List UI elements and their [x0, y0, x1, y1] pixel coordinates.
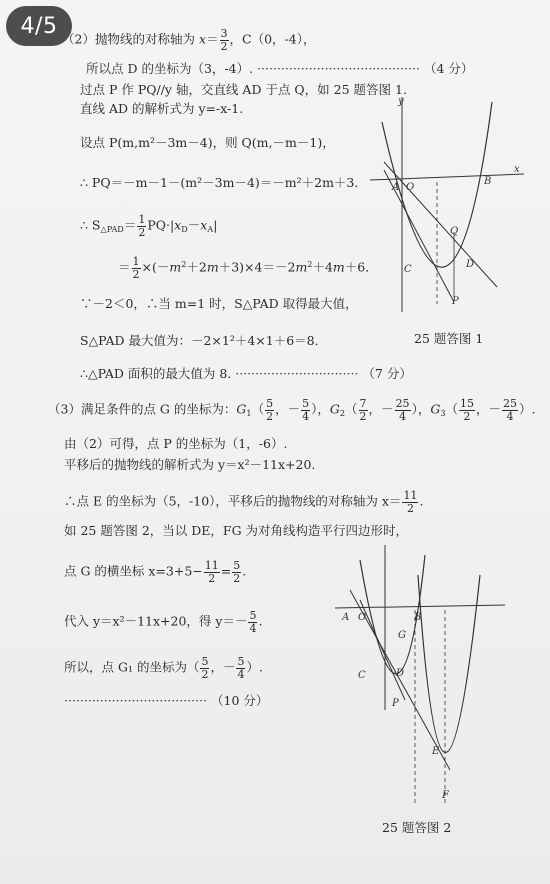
fraction	[402, 490, 418, 514]
fraction-den: 2	[233, 571, 241, 585]
fraction	[502, 398, 518, 422]
figure1-caption: 25 题答图 1	[414, 331, 484, 346]
leader-dots: ·········································	[257, 61, 420, 76]
fraction	[232, 560, 241, 584]
part2-line5: 设点 P(m,m²－3m－4)，则 Q(m,－m－1)，	[80, 135, 335, 150]
text: 代入 y＝x²－11x+20，得 y＝－	[64, 613, 248, 629]
fraction-den: 2	[463, 409, 471, 423]
text: ）.	[246, 659, 263, 675]
fraction-den: 2	[406, 501, 414, 515]
part3-line7: 代入 y＝x²－11x+20，得 y＝－ $\frac{5}{4}$ .	[64, 609, 263, 635]
label-g: G	[398, 630, 406, 641]
label-d: D	[396, 668, 405, 679]
text: ∴点 E 的坐标为（5，-10），平移后的抛物线的对称轴为 x＝	[64, 493, 402, 509]
label-y: y	[398, 96, 404, 107]
fraction	[132, 256, 141, 280]
fraction	[265, 398, 274, 422]
fraction	[459, 398, 475, 422]
part2-area-formula: ∴ $S_{\triangle PAD}=$ $\frac{1}{2}$ $PQ\cdot|x_D-x_A|$	[80, 213, 218, 239]
fraction	[359, 398, 368, 422]
fraction-num: 1	[138, 213, 146, 226]
label-a: A	[392, 182, 400, 193]
fraction-den: 2	[132, 267, 140, 281]
text: （3）满足条件的点 G 的坐标为：	[48, 401, 237, 417]
fraction-num: 1	[132, 255, 140, 268]
part2-line9: ∵－2＜0，∴当 m=1 时，S△PAD 取得最大值，	[80, 296, 358, 311]
page-counter-badge[interactable]: 4/5	[6, 6, 72, 46]
text: =	[220, 563, 232, 579]
part2-line10: S△PAD 最大值为：－2×1²＋4×1＋6＝8．	[80, 333, 328, 348]
part3-score-line	[64, 694, 268, 708]
text: ∴△PAD 面积的最大值为 8.	[80, 366, 232, 381]
text: ，C（0，-4），	[229, 31, 316, 47]
label-x: x	[514, 164, 520, 175]
fraction-den: 4	[506, 409, 514, 423]
x-axis	[370, 174, 524, 180]
text: 所以，点 G₁ 的坐标为（	[64, 659, 200, 675]
text: 点 G 的横坐标 x=3+5−	[64, 563, 203, 579]
fraction	[137, 214, 146, 238]
fraction-num: 5	[266, 397, 274, 410]
text: （2）抛物线的对称轴为	[62, 31, 199, 47]
fraction-num: 11	[403, 489, 418, 502]
part2-line11	[80, 367, 412, 381]
fraction-num: 5	[233, 559, 241, 572]
fraction-den: 4	[249, 621, 257, 635]
score-label: （7 分）	[362, 366, 412, 381]
part2-line4: 直线 AD 的解析式为 y=-x-1.	[80, 101, 244, 116]
figure2-caption: 25 题答图 2	[382, 820, 452, 835]
fraction-den: 2	[359, 409, 367, 423]
text: ∴ S	[80, 217, 101, 233]
fraction-num: 5	[201, 655, 209, 668]
label-p: P	[392, 698, 399, 709]
label-c: C	[404, 264, 412, 275]
fraction-den: 2	[208, 571, 216, 585]
subscript: △PAD	[100, 223, 124, 234]
part2-axis-line: （2）抛物线的对称轴为 x＝ $\frac{3}{2}$ ，C（0，-4），	[62, 27, 316, 53]
part3-line3: 平移后的抛物线的解析式为 y＝x²－11x+20.	[64, 457, 316, 472]
fraction	[301, 398, 310, 422]
part3-line2: 由（2）可得，点 P 的坐标为（1，-6）.	[64, 436, 288, 451]
figure1-graph	[362, 92, 534, 320]
fraction-num: 11	[204, 559, 219, 572]
part3-line8: 所以，点 G₁ 的坐标为（ $\frac{5}{2}$ ，－ $\frac{5}{4}$ ）.	[64, 655, 263, 681]
label-d: D	[466, 259, 475, 270]
fraction	[200, 656, 209, 680]
part2-d-coord	[86, 62, 473, 76]
part3-g-points: （3）满足条件的点 G 的坐标为：$G_1$（ $\frac{5}{2}$ ，－ $\frac{5}{4}$ ），$G_2$（ $\frac{7}{2}$ ，－ $\frac{25}{4}$ ），$G_3$（ $\frac{15}{2}$ ，－ $\frac{25}{4}$ ）.	[48, 397, 536, 423]
part2-line3: 过点 P 作 PQ//y 轴，交直线 AD 于点 Q，如 25 题答图 1.	[80, 82, 407, 97]
fraction-den: 2	[201, 667, 209, 681]
label-a: A	[342, 612, 350, 623]
fraction-num: 25	[503, 397, 518, 410]
part2-area-expand: ＝ $\frac{1}{2}$ $\times(-m^2+2m+3)\times 4=-2m^2+4m+6$．	[118, 255, 378, 281]
text: 所以点 D 的坐标为（3，-4）.	[86, 61, 254, 76]
fraction-den: 2	[220, 39, 228, 53]
leader-dots: ·······························	[235, 366, 359, 381]
fraction-num: 5	[249, 609, 257, 622]
label-q: Q	[450, 226, 459, 237]
fraction-num: 25	[395, 397, 410, 410]
part3-line6: 点 G 的横坐标 x=3+5− $\frac{11}{2}$ = $\frac{5}{2}$ .	[64, 559, 247, 585]
fraction-num: 15	[460, 397, 475, 410]
fraction-num: 3	[220, 27, 228, 40]
fraction-num: 7	[359, 397, 367, 410]
fraction	[204, 560, 220, 584]
fraction-den: 4	[237, 667, 245, 681]
fraction-num: 5	[302, 397, 310, 410]
label-o: O	[406, 182, 415, 193]
label-p: P	[452, 296, 459, 307]
label-b: B	[484, 176, 492, 187]
fraction-den: 4	[302, 409, 310, 423]
fraction-num: 5	[237, 655, 245, 668]
fraction	[395, 398, 411, 422]
fraction	[220, 28, 229, 52]
score-label: （10 分）	[211, 693, 269, 708]
figure2-graph	[330, 540, 510, 810]
label-c: C	[358, 670, 366, 681]
label-o: O	[358, 612, 367, 623]
part2-line6: ∴ PQ＝－m－1－(m²－3m－4)＝－m²＋2m＋3．	[80, 175, 367, 190]
label-e: E	[432, 746, 440, 757]
fraction	[248, 610, 257, 634]
fraction-den: 2	[266, 409, 274, 423]
fraction-den: 4	[399, 409, 407, 423]
parabola-translated	[418, 575, 480, 753]
label-b: B	[414, 612, 422, 623]
part3-line4: ∴点 E 的坐标为（5，-10），平移后的抛物线的对称轴为 x＝ $\frac{11}{2}$ .	[64, 489, 424, 515]
leader-dots: ····································	[64, 693, 208, 708]
fraction-den: 2	[138, 225, 146, 239]
part3-line5: 如 25 题答图 2，当以 DE，FG 为对角线构造平行四边形时，	[64, 523, 409, 538]
score-label: （4 分）	[423, 61, 474, 76]
line-ap	[360, 600, 405, 700]
label-f: F	[442, 790, 449, 801]
fraction	[236, 656, 245, 680]
